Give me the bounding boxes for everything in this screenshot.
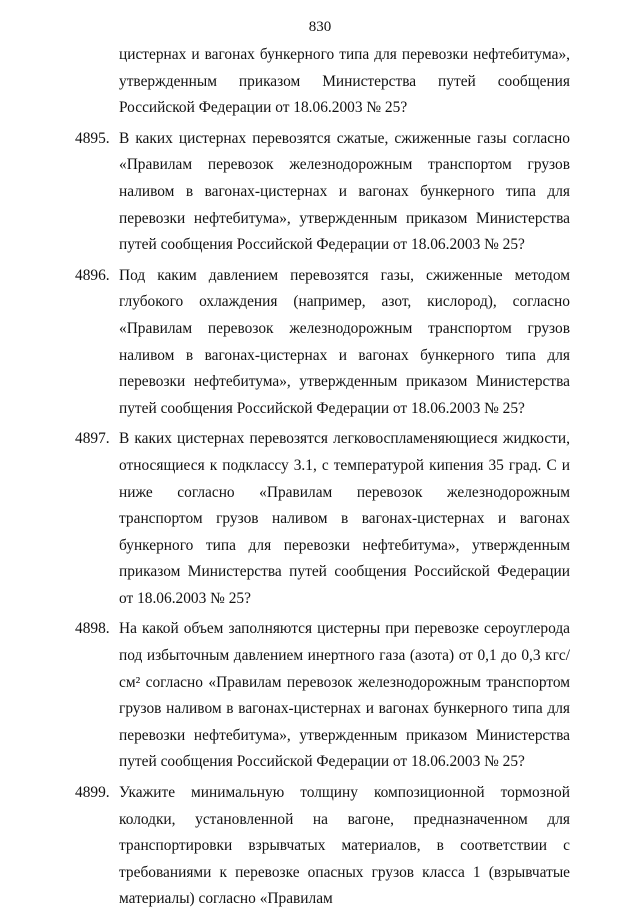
question-number: 4898. [75,620,110,638]
question-text: Под каким давлением перевозятся газы, сжиженные методом глубокого охлаждения (например, азот, кислород), согласно «Правилам перевозок железнодорожным транспортом грузов наливом в вагонах-цистернах и вагонах бункерного типа для перевозки нефтебитума», утвержденным приказом Министерства путей сообщения Российской Федерации от 18.06.2003 № 25? [119,266,570,417]
question-entry-continued [75,42,570,122]
question-entry-4899 [75,780,570,913]
question-entry-4897 [75,426,570,612]
page-number: 830 [308,19,332,35]
question-text: На какой объем заполняются цистерны при перевозке сероуглерода под избыточным давлением инертного газа (азота) от 0,1 до 0,3 кгс/см² согласно «Правилам перевозок железнодорожным транспортом грузов наливом в вагонах-цистернах и вагонах бункерного типа для перевозки нефтебитума», утвержденным приказом Министерства путей сообщения Российской Федерации от 18.06.2003 № 25? [119,620,570,771]
question-number: 4896. [75,266,110,284]
question-number: 4899. [75,784,110,802]
question-entry-4895 [75,126,570,259]
question-number: 4897. [75,430,110,448]
question-text: цистернах и вагонах бункерного типа для перевозки нефтебитума», утвержденным приказом Министерства путей сообщения Российской Федерации от 18.06.2003 № 25? [119,46,570,117]
document-body [75,42,570,913]
question-number: 4895. [75,129,110,147]
question-text: В каких цистернах перевозятся сжатые, сжиженные газы согласно «Правилам перевозок железнодорожным транспортом грузов наливом в вагонах-цистернах и вагонах бункерного типа для перевозки нефтебитума», утвержденным приказом Министерства путей сообщения Российской Федерации от 18.06.2003 № 25? [119,129,570,254]
question-text: В каких цистернах перевозятся легковоспламеняющиеся жидкости, относящиеся к подклассу 3.1, с температурой кипения 35 град. С и ниже согласно «Правилам перевозок железнодорожным транспортом грузов наливом в вагонах-цистернах и вагонах бункерного типа для перевозки нефтебитума», утвержденным приказом Министерства путей сообщения Российской Федерации от 18.06.2003 № 25? [119,430,570,607]
question-entry-4898 [75,616,570,776]
question-entry-4896 [75,263,570,423]
question-text: Укажите минимальную толщину композиционной тормозной колодки, установленной на вагоне, предназначенном для транспортировки взрывчатых материалов, в соответствии с требованиями к перевозке опасных грузов класса 1 (взрывчатые материалы) согласно «Правилам [119,784,570,908]
